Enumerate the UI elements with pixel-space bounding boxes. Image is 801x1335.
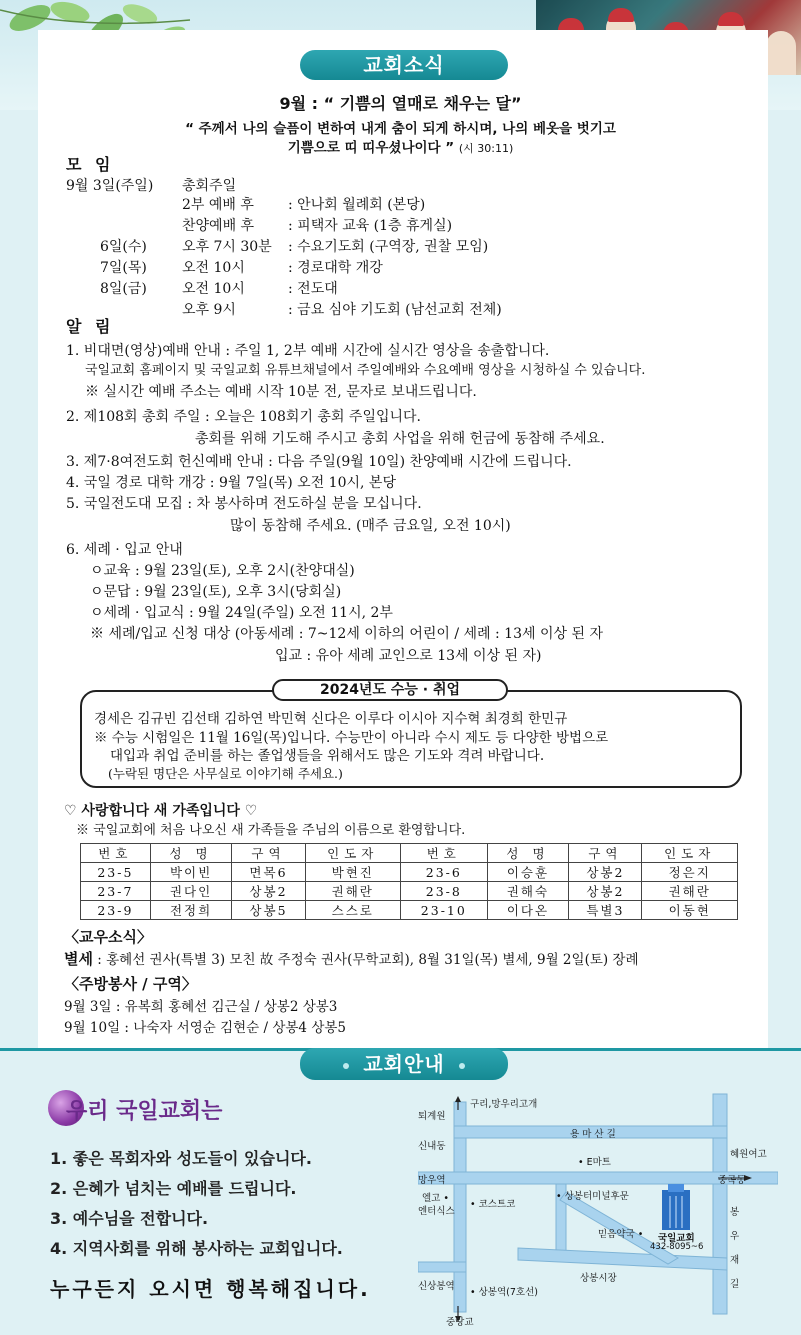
kitchen-line: 9월 3일 : 유복희 홍혜선 김근실 / 상봉2 상봉3 bbox=[64, 999, 338, 1015]
map-label: • 상봉터미널후문 bbox=[556, 1191, 629, 1202]
meetings-heading: 모 임 bbox=[66, 155, 115, 174]
meeting-time: 2부 예배 후 bbox=[182, 197, 254, 213]
table-cell: 상봉2 bbox=[232, 882, 305, 901]
new-family-heading: ♡ 사랑합니다 새 가족입니다 ♡ bbox=[64, 803, 258, 819]
notice-line: 총회를 위해 기도해 주시고 총회 사업을 위해 헌금에 동참해 주세요. bbox=[195, 431, 605, 447]
meeting-desc: : 수요기도회 (구역장, 권찰 모임) bbox=[288, 239, 489, 255]
intro-item: 4. 지역사회를 위해 봉사하는 교회입니다. bbox=[50, 1239, 343, 1258]
map-label: 상봉시장 bbox=[580, 1273, 617, 1284]
table-header: 인도자 bbox=[305, 844, 400, 863]
verse-reference: (시 30:11) bbox=[458, 142, 514, 155]
news-title: 교회소식 bbox=[300, 50, 508, 80]
church-building-icon bbox=[662, 1184, 690, 1230]
table-row bbox=[81, 901, 738, 920]
table-cell: 23-5 bbox=[81, 863, 151, 882]
table-cell: 권다인 bbox=[150, 882, 232, 901]
table-header: 성 명 bbox=[150, 844, 232, 863]
table-cell: 상봉2 bbox=[569, 882, 642, 901]
table-cell: 스스로 bbox=[305, 901, 400, 920]
kitchen-line: 9월 10일 : 나숙자 서영순 김현순 / 상봉4 상봉5 bbox=[64, 1020, 346, 1036]
table-header: 성 명 bbox=[487, 844, 569, 863]
table-cell: 박현진 bbox=[305, 863, 400, 882]
meeting-date: 6일(수) bbox=[100, 239, 147, 255]
map-label: 엔터식스 bbox=[418, 1206, 455, 1217]
meeting-time: 오후 7시 30분 bbox=[182, 239, 272, 255]
member-news-text: 별세 : 홍혜선 권사(특별 3) 모친 故 주정숙 권사(무학교회), 8월 31일(목) 별세, 9월 2일(토) 장례 bbox=[64, 950, 639, 968]
notice-line: 4. 국일 경로 대학 개강 : 9월 7일(목) 오전 10시, 본당 bbox=[66, 475, 396, 491]
map-label: 중곡동 bbox=[718, 1175, 746, 1186]
notices-heading: 알 림 bbox=[66, 317, 115, 336]
notice-line: 2. 제108회 총회 주일 : 오늘은 108회기 총회 주일입니다. bbox=[66, 409, 422, 425]
table-cell: 상봉5 bbox=[232, 901, 305, 920]
map-label: 중랑교 bbox=[446, 1317, 474, 1328]
table-cell: 이다온 bbox=[487, 901, 569, 920]
table-cell: 이동현 bbox=[642, 901, 738, 920]
notice-line: ㅇ교육 : 9월 23일(토), 오후 2시(찬양대실) bbox=[90, 563, 355, 579]
map-church-phone: 432-8095~6 bbox=[650, 1242, 704, 1252]
map-label: • 상봉역(7호선) bbox=[470, 1287, 538, 1298]
map-church-name: 국일교회 bbox=[658, 1233, 695, 1244]
notice-line: ※ 세례/입교 신청 대상 (아동세례 : 7~12세 이하의 어린이 / 세례 : 13세 이상 된 자 bbox=[90, 626, 603, 642]
new-family-table bbox=[80, 843, 738, 920]
intro-item: 3. 예수님을 전합니다. bbox=[50, 1209, 209, 1228]
church-intro-title: 우리 국일교회는 bbox=[48, 1090, 248, 1126]
dot-icon bbox=[459, 1063, 465, 1069]
meeting-desc: : 전도대 bbox=[288, 281, 338, 297]
map-label: 용 마 산 길 bbox=[570, 1129, 616, 1140]
map-label: 구리,망우리고개 bbox=[470, 1099, 538, 1110]
kitchen-heading: 〈주방봉사 / 구역〉 bbox=[64, 975, 197, 993]
notice-line: 많이 동참해 주세요. (매주 금요일, 오전 10시) bbox=[230, 518, 511, 534]
intro-item: 1. 좋은 목회자와 성도들이 있습니다. bbox=[50, 1149, 312, 1168]
table-cell: 정은지 bbox=[642, 863, 738, 882]
map-label: 우 bbox=[730, 1231, 740, 1242]
notice-line: 국일교회 홈페이지 및 국일교회 유튜브채널에서 주일예배와 수요예배 영상을 시청하실 수 있습니다. bbox=[85, 363, 646, 378]
table-row bbox=[81, 863, 738, 882]
map-label: 길 bbox=[730, 1279, 740, 1290]
table-cell: 권해숙 bbox=[487, 882, 569, 901]
exam-line: 대입과 취업 준비를 하는 졸업생들을 위해서도 많은 기도와 격려 바랍니다. bbox=[110, 748, 545, 764]
table-row bbox=[81, 882, 738, 901]
table-header-row bbox=[81, 844, 738, 863]
table-header: 구역 bbox=[232, 844, 305, 863]
notice-line: 1. 비대면(영상)예배 안내 : 주일 1, 2부 예배 시간에 실시간 영상을 송출합니다. bbox=[66, 343, 550, 359]
slogan: 누구든지 오시면 행복해집니다. bbox=[50, 1277, 371, 1301]
table-cell: 특별3 bbox=[569, 901, 642, 920]
verse-line-2: 기쁨으로 띠 띠우셨나이다 ” (시 30:11) bbox=[287, 140, 514, 156]
meeting-time: 총회주일 bbox=[182, 178, 237, 194]
map-label: 신내동 bbox=[418, 1141, 446, 1152]
exam-box-title: 2024년도 수능 · 취업 bbox=[272, 679, 508, 701]
intro-item: 2. 은혜가 넘치는 예배를 드립니다. bbox=[50, 1179, 297, 1198]
meeting-desc: : 안나회 월례회 (본당) bbox=[288, 197, 426, 213]
table-cell: 전정희 bbox=[150, 901, 232, 920]
dot-icon bbox=[343, 1063, 349, 1069]
map-label: • E마트 bbox=[578, 1157, 611, 1168]
verse-line-1: “ 주께서 나의 슬픔이 변하여 내게 춤이 되게 하시며, 나의 베옷을 벗기고 bbox=[185, 121, 616, 137]
member-news-label: 별세 bbox=[64, 950, 93, 968]
exam-line: (누락된 명단은 사무실로 이야기해 주세요.) bbox=[108, 766, 343, 781]
table-cell: 23-10 bbox=[401, 901, 488, 920]
month-theme: 9월 : “ 기쁨의 열매로 채우는 달” bbox=[279, 94, 522, 113]
meeting-date: 9월 3일(주일) bbox=[66, 178, 154, 194]
table-header: 인도자 bbox=[642, 844, 738, 863]
notice-line: 6. 세례 · 입교 안내 bbox=[66, 542, 183, 558]
map-label: 혜원여고 bbox=[730, 1149, 767, 1160]
meeting-time: 오전 10시 bbox=[182, 281, 245, 297]
map-label: 재 bbox=[730, 1255, 740, 1266]
meeting-date: 8일(금) bbox=[100, 281, 147, 297]
map-label: 신상봉역 bbox=[418, 1281, 455, 1292]
guide-title: 교회안내 bbox=[300, 1048, 508, 1080]
meeting-desc: : 금요 심야 기도회 (남선교회 전체) bbox=[288, 302, 502, 318]
table-cell: 23-7 bbox=[81, 882, 151, 901]
table-header: 구역 bbox=[569, 844, 642, 863]
exam-line: ※ 수능 시험일은 11월 16일(목)입니다. 수능만이 아니라 수시 제도 등 다양한 방법으로 bbox=[94, 730, 609, 746]
notice-line: 3. 제7·8여전도회 헌신예배 안내 : 다음 주일(9월 10일) 찬양예배 시간에 드립니다. bbox=[66, 454, 572, 470]
notice-line: 입교 : 유아 세례 교인으로 13세 이상 된 자) bbox=[275, 648, 542, 664]
meeting-time: 오전 10시 bbox=[182, 260, 245, 276]
map-label: 엘고 • bbox=[422, 1193, 449, 1204]
notice-line: 5. 국일전도대 모집 : 차 봉사하며 전도하실 분을 모십니다. bbox=[66, 496, 422, 512]
table-header: 번호 bbox=[81, 844, 151, 863]
table-cell: 박이빈 bbox=[150, 863, 232, 882]
meeting-desc: : 피택자 교육 (1층 휴게실) bbox=[288, 218, 453, 234]
exam-names: 경세은 김규빈 김선태 김하연 박민혁 신다은 이루다 이시아 지수혁 최경희 한민규 bbox=[94, 711, 568, 727]
table-cell: 이승훈 bbox=[487, 863, 569, 882]
location-map bbox=[418, 1088, 778, 1328]
meeting-desc: : 경로대학 개강 bbox=[288, 260, 383, 276]
table-cell: 23-9 bbox=[81, 901, 151, 920]
member-news-heading: 〈교우소식〉 bbox=[64, 928, 152, 946]
notice-line: ㅇ문답 : 9월 23일(토), 오후 3시(당회실) bbox=[90, 584, 342, 600]
table-cell: 면목6 bbox=[232, 863, 305, 882]
table-cell: 권해란 bbox=[305, 882, 400, 901]
map-label: 퇴계원 bbox=[418, 1111, 446, 1122]
meeting-time: 오후 9시 bbox=[182, 302, 236, 318]
map-label: 봉 bbox=[730, 1207, 740, 1218]
meeting-time: 찬양예배 후 bbox=[182, 218, 255, 234]
meeting-date: 7일(목) bbox=[100, 260, 147, 276]
map-label: • 코스트코 bbox=[470, 1199, 516, 1210]
table-cell: 권해란 bbox=[642, 882, 738, 901]
map-label: 망우역 bbox=[418, 1175, 446, 1186]
table-header: 번호 bbox=[401, 844, 488, 863]
notice-line: ㅇ세례 · 입교식 : 9월 24일(주일) 오전 11시, 2부 bbox=[90, 605, 393, 621]
table-cell: 23-8 bbox=[401, 882, 488, 901]
map-label: 믿음약국 • bbox=[598, 1229, 644, 1240]
table-cell: 23-6 bbox=[401, 863, 488, 882]
new-family-note: ※ 국일교회에 처음 나오신 새 가족들을 주님의 이름으로 환영합니다. bbox=[76, 823, 466, 838]
notice-line: ※ 실시간 예배 주소는 예배 시작 10분 전, 문자로 보내드립니다. bbox=[85, 384, 477, 400]
table-cell: 상봉2 bbox=[569, 863, 642, 882]
